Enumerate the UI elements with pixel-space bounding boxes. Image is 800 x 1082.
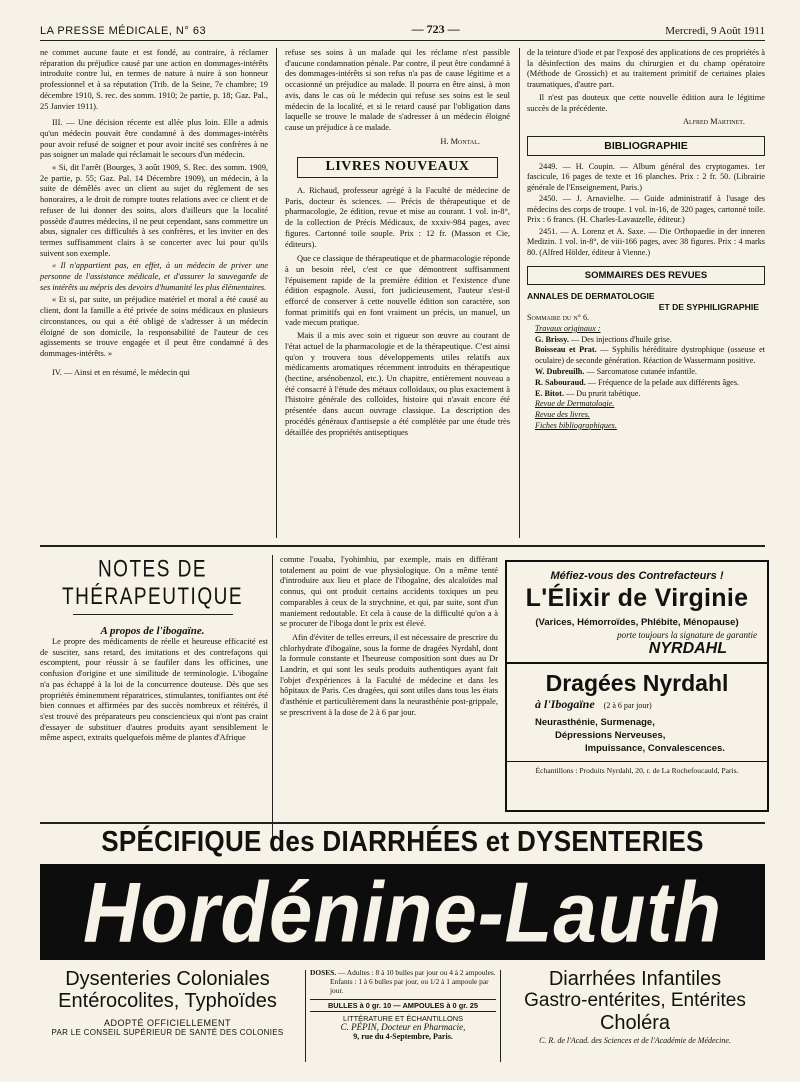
article-column-3 [527, 48, 765, 432]
notes-column-2 [280, 555, 498, 721]
sommaire-item: G. Brissy. — Des injections d'huile grise. [535, 334, 672, 344]
biblio-entry: 2451. — A. Lorenz et A. Saxe. — Die Orthopaedie in der inneren Medizin. 1 vol. in-8°, de viii-166 pages, avec 38 figures. Prix : 4 marks 80. (Alfred Hölder, éditeur à Vienne.) [527, 226, 765, 257]
section-title-bibliographie: BIBLIOGRAPHIE [527, 136, 765, 156]
ad-elixir-title: L'Élixir de Virginie [525, 584, 749, 612]
ad-ibogaine: à l'Ibogaïne [535, 697, 595, 711]
paragraph: Que ce classique de thérapeutique et de pharmacologie réponde à un besoin réel, c'est ce que démontrent suffisamment l'épuisement rapide de la première édition et l'existence d'une édition espagnole. Aussi, fort judicieusement, l'auteur s'est-il efforcé de conserver à cette nouvelle édition son caractère, son format primitifs qui en font vraiment un précis, un manuel, un vade mecum pratique. [285, 254, 511, 328]
author-signature: H. Montal. [440, 136, 480, 146]
paragraph: refuse ses soins à un malade qui les réclame n'est passible d'aucune condamnation pénale. Par contre, il peut être condamné à des dommages-intérêts si son refus n'a pas de cause légitime et a occasionné un préjudice au malade. Il pourra en être ainsi, à mon avis, dans le cas où le médecin qui refuse ses soins est le seul médecin de la localité, et si le retard causé par l'obligation dans laquelle se trouve le malade de s'adresser à un médecin éloigné cause un préjudice à ce malade. [285, 48, 510, 132]
travaux-label: Travaux originaux : [535, 323, 601, 333]
ad-indication: Gastro-entérites, Entérites [524, 990, 746, 1011]
ad-adopte: ADOPTÉ OFFICIELLEMENT [103, 1018, 232, 1028]
sommaire-item: E. Bitot. — Du prurit tabétique. [535, 388, 641, 398]
ad-indication: Dysenteries Coloniales [65, 968, 270, 990]
ad-hordenine-doses [310, 968, 496, 1041]
page-header [40, 21, 765, 41]
ad-indication-line: Dépressions Nerveuses, [555, 730, 666, 741]
notes-column-1: Le propre des médicaments de réelle et heureuse efficacité est de susciter, sans retard, des imitations et des contrefaçons qui escomptent, pour réussir à se faufiler dans les officines, une confusion d'origine et une similitude de terminologie. L'ibogaïne n'a pas échappé à la loi de la concurrence douteuse. Dès que ses propriétés éminemment réparatrices, stimulantes, tonifiantes ont été bien connues et affirmées par des succès nombreux et réitérés, il s'est trouvé des préparateurs peu consciencieux qui n'ont pas craint d'essayer de substituer d'autres produits ayant sensiblement le même aspect, extraits quelquefois même de plantes d'Afrique [40, 637, 268, 743]
notes-title: NOTES DE THÉRAPEUTIQUE [61, 556, 244, 611]
paragraph: IV. — Ainsi et en résumé, le médecin qui [52, 367, 191, 377]
page-number: — 723 — [411, 22, 460, 36]
biblio-entry: 2450. — J. Arnavielhe. — Guide administratif à l'usage des médecins des corps de troupe. 1 vol. in-16, de 320 pages, cartonné toile. Prix : 6 francs. (H. Charles-Lavauzelle, éditeur.) [527, 194, 765, 225]
ad-indication-line: Neurasthénie, Surmenage, [535, 717, 655, 728]
revue-item: Fiches bibliographiques. [535, 420, 617, 430]
column-divider [272, 555, 273, 837]
ad-hordenine-banner [40, 864, 765, 960]
paragraph: Afin d'éviter de telles erreurs, il est nécessaire de prescrire du chlorhydrate d'ibogaïne, sous la forme de dragées Nyrdahl, dont la formule constante et l'heureuse composition sont dues au Dr Landrin, et qui sont les seuls produits authentiques ayant fait l'objet d'expériences à la Faculté de médecine et dans les hôpitaux de Paris. Ces dragées, qui sont utiles dans tous les états d'asthénie et particulièrement dans la neurasthénie post-grippale, se prescrivent à la dose de 2 à 6 par jour. [280, 632, 498, 717]
ad-footer: Échantillons : Produits Nyrdahl, 20, r. de La Rochefoucauld, Paris. [535, 766, 739, 775]
ad-brand-name: Hordénine-Lauth [83, 863, 722, 960]
notes-subtitle: A propos de l'ibogaïne. [100, 625, 205, 637]
ad-nyrdahl [505, 560, 769, 812]
ad-dose: (2 à 6 par jour) [603, 701, 652, 710]
journal-title: LA PRESSE MÉDICALE, N° 63 [40, 25, 207, 37]
author-signature: Alfred Martinet. [683, 117, 745, 127]
journal-name: ANNALES DE DERMATOLOGIE [527, 291, 655, 302]
ad-warning: Méfiez-vous des Contrefacteurs ! [550, 570, 724, 582]
paragraph: « Si, dit l'arrêt (Bourges, 3 août 1909, S. Rec. des somm. 1909, 2e partie, p. 55; Gaz. Pal. 14 Décembre 1909), un médecin, à la suite de démêlés avec un client au sujet du règlement de ses honoraires, a le droit de rompre toutes relations avec ce client et de refuser de lui donner des soins, alors d'ailleurs que la localité possède d'autres médecins, il ne peut cependant, sans commettre un abus, signaler ces difficultés à ses confrères, et les inviter en des termes suffisamment clairs à se concerter avec lui pour qu'ils suivent son exemple. [40, 163, 268, 258]
ad-indication: Diarrhées Infantiles [548, 968, 722, 990]
ad-hordenine-right [505, 968, 765, 1045]
ad-specifique-heading: SPÉCIFIQUE des DIARRHÉES et DYSENTERIES [101, 824, 704, 858]
paragraph: Mais il a mis avec soin et rigueur son œuvre au courant de l'état actuel de la pharmacologie et de la thérapeutique. C'est ainsi qu'on y trouvera tous développements utiles relatifs aux médicaments aromatiques récemment introduits en thérapeutique (hectine, arsénobenzol, etc.). Un chapitre, entièrement nouveau a été consacré à l'étude des métaux colloïdaux, ou plus exactement à l'histoire générale des colloïdes, histoire qui n'avait encore été présentée dans aucun ouvrage classique. La description des procédés généraux d'antisepsie a été complétée par une étude très détaillée des propriétés antiseptiques [285, 331, 510, 437]
section-title-livres: LIVRES NOUVEAUX [297, 157, 498, 178]
ad-pepin: C. PÉPIN, Docteur en Pharmacie, [340, 1022, 466, 1033]
issue-date: Mercredi, 9 Août 1911 [665, 25, 765, 37]
paragraph: « Il n'appartient pas, en effet, à un médecin de priver une personne de l'assistance médicale, et d'assurer la sauvegarde de ses intérêts au mépris des devoirs d'humanité les plus élémentaires. [40, 261, 268, 292]
paragraph: Il n'est pas douteux que cette nouvelle édition aura le légitime succès de la précédente. [527, 92, 765, 113]
article-column-1 [40, 48, 268, 380]
sommaire-block [527, 291, 765, 431]
paragraph: III. — Une décision récente est allée plus loin. Elle a admis qu'un médecin pouvait être condamné à des dommages-intérêts pour avoir refusé de soigner et pour avoir incité ses confrères à ne pas soigner un malade qui réclamait le secours d'un médecin. [40, 118, 268, 160]
ad-divider [500, 970, 501, 1062]
column-divider [276, 48, 277, 538]
sommaire-item: Boisseau et Prat. — Syphilis héréditaire dystrophique (osseuse et oculaire) de seconde génération. Réaction de Wassermann positive. [535, 345, 765, 366]
article-column-2 [285, 48, 510, 440]
biblio-entry: 2449. — H. Coupin. — Album général des cryptogames. 1er fascicule, 16 pages de texte et 16 planches. Prix : 2 fr. 50. (Librairie générale de l'Enseignement, Paris.) [527, 161, 765, 192]
doses-adultes: — Adultes : 8 à 10 bulles par jour ou 4 à 2 ampoules. [337, 968, 496, 977]
ad-hordenine-left [40, 968, 295, 1037]
revue-item: Revue des livres. [535, 410, 590, 420]
ad-indications: (Varices, Hémorroïdes, Phlébite, Ménopause) [535, 617, 739, 628]
paragraph: « Et si, par suite, un préjudice matériel et moral a été causé au client, dont la famille a été privée de soins médicaux en plusieurs circonstances, ou qui a été obligé de s'adresser à un médecin éloigné de son domicile, la responsabilité de l'auteur de ces agissements se trouve engagée et il peut être condamné à des dommages-intérêts. » [40, 295, 268, 358]
journal-name: ET DE SYPHILIGRAPHIE [658, 302, 759, 313]
ad-comptes-rendus: C. R. de l'Acad. des Sciences et de l'Académie de Médecine. [539, 1036, 731, 1045]
paragraph: de la teinture d'iode et par l'exposé des applications de ces propriétés à la désinfection des mains du chirurgien et du champ opératoire (Méthode de Grossich) et au traitement primitif de certaines plaies traumatiques, d'autre part. [527, 48, 765, 90]
column-divider [519, 48, 520, 538]
sommaire-label: Sommaire du n° 6. [527, 313, 590, 323]
ad-divider [305, 970, 306, 1062]
ad-guarantee: porte toujours la signature de garantie [617, 630, 757, 640]
ad-indication: Choléra [599, 1012, 671, 1034]
doses-label: DOSES. [310, 968, 337, 977]
ad-litterature: LITTÉRATURE ET ÉCHANTILLONS [342, 1013, 464, 1023]
doses-enfants: Enfants : 1 à 6 bulles par jour, ou 1/2 à 1 ampoule par jour. [330, 977, 489, 996]
sommaire-item: R. Sabouraud. — Fréquence de la pelade aux différents âges. [535, 377, 740, 387]
ad-adresse: 9, rue du 4-Septembre, Paris. [353, 1032, 453, 1042]
paragraph: ne commet aucune faute et est fondé, au contraire, à réclamer réparation du préjudice causé par une action en dommages-intérêts introduite contre lui, en termes de nature à nuire à son honneur professionnel et à sa réputation (Trib. de la Seine, 7e chambre; 19 décembre 1910, S. rec. des somm. 1910; 2e partie, p. 18; Gaz. Pal., 25 Janvier 1911). [40, 48, 268, 111]
ad-indication: Entérocolites, Typhoïdes [58, 990, 277, 1012]
sommaire-item: W. Dubreuilh. — Sarcomatose cutanée infantile. [535, 367, 697, 376]
book-review: A. Richaud, professeur agrégé à la Faculté de médecine de Paris, docteur ès sciences. — Précis de thérapeutique et de pharmacologie, 2e édition, revue et mise au courant. 1 vol. in-8°, de la collection de Précis Médicaux, de xxxiv-984 pages, avec figures. Cartonné toile souple. Prix : 12 fr. (Masson et Cie, éditeurs). [285, 186, 510, 249]
revue-item: Revue de Dermatologie. [535, 399, 615, 409]
section-title-sommaires: SOMMAIRES DES REVUES [527, 266, 765, 285]
ad-signature-nyrdahl: NYRDAHL [648, 640, 727, 657]
paragraph: comme l'ouaba, l'yohimbiu, par exemple, mais en différant totalement au point de vue physiologique. On a même tenté d'introduire aux lieu et place de l'ibogaïne, des alcaloïdes mal connus, qui ont produit certains accidents toxiques un peu comparables à ceux de la strychnine, et qui, par suite, sont d'un maniement redoutable. Et cela à cause de la difficulté qu'on a à se procurer de l'iboga dont le prix est élevé. [280, 555, 498, 629]
section-divider [40, 545, 765, 547]
notes-header [40, 556, 265, 637]
ad-dragees-title: Dragées Nyrdahl [545, 670, 729, 696]
ad-indication-line: Impuissance, Convalescences. [585, 743, 725, 754]
ad-prix: BULLES à 0 gr. 10 — AMPOULES à 0 gr. 25 [310, 999, 496, 1012]
ad-conseil: PAR LE CONSEIL SUPÉRIEUR DE SANTÉ DES COLONIES [51, 1028, 284, 1037]
